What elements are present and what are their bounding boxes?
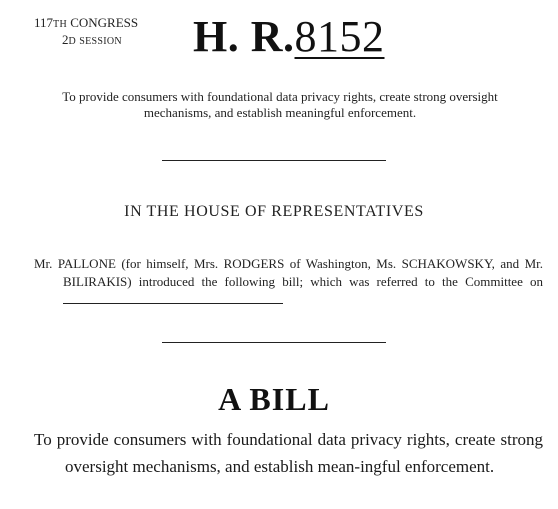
congress-session-label	[34, 15, 138, 49]
committee-blank-line	[63, 291, 283, 304]
session-suffix: D	[68, 36, 77, 47]
divider-bottom	[162, 342, 386, 343]
congress-word: CONGRESS	[70, 15, 139, 30]
bill-number: 8152	[294, 12, 385, 61]
session-number: 2	[62, 32, 69, 47]
session-word: SESSION	[79, 36, 122, 47]
congress-line	[34, 15, 138, 32]
bill-purpose-title: To provide consumers with foundational data privacy rights, create strong oversight mechanisms, and establish mean-ingful enforcement.	[34, 430, 543, 476]
congress-suffix: TH	[53, 19, 67, 30]
congress-number: 117	[34, 15, 54, 30]
bill-heading: A BILL	[218, 381, 330, 417]
bill-number-title	[193, 12, 385, 62]
bill-prefix: H. R.	[193, 12, 295, 61]
introduction-paragraph	[34, 255, 543, 309]
introduction-text: Mr. PALLONE (for himself, Mrs. RODGERS of Washington, Ms. SCHAKOWSKY, and Mr. BILIRAKIS) introduced the following bill; which was referred to the Committee on	[34, 256, 543, 289]
session-line	[34, 32, 138, 49]
purpose-summary: To provide consumers with foundational data privacy rights, create strong oversight mechanisms, and establish meaningful enforcement.	[62, 89, 498, 120]
chamber-heading: IN THE HOUSE OF REPRESENTATIVES	[124, 203, 424, 220]
divider-top	[162, 160, 386, 161]
